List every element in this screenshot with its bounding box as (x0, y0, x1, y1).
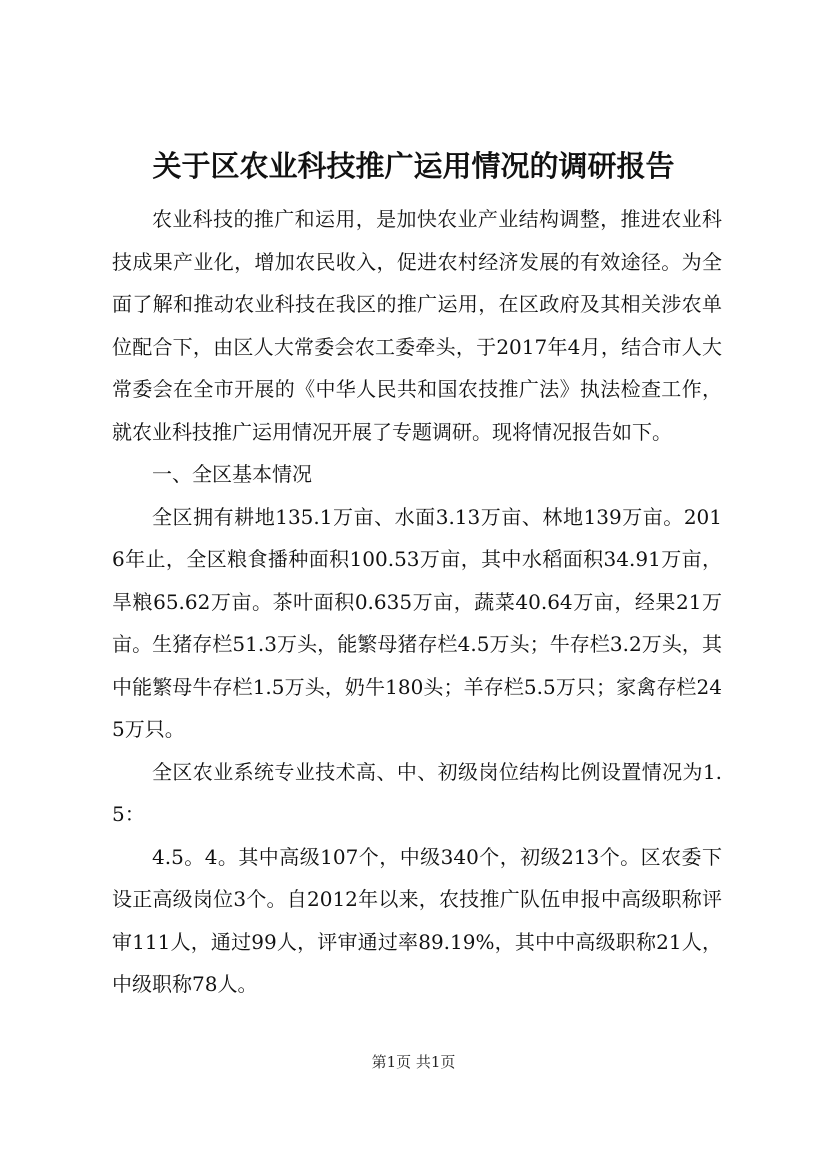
staff-ratio-paragraph: 全区农业系统专业技术高、中、初级岗位结构比例设置情况为1.5： (112, 759, 722, 826)
land-livestock-paragraph: 全区拥有耕地135.1万亩、水面3.13万亩、林地139万亩。2016年止，全区粮食播种面积100.53万亩，其中水稻面积34.91万亩，旱粮65.62万亩。茶叶面积0.635万亩，蔬菜40.64万亩，经果21万亩。生猪存栏51.3万头，能繁母猪存栏4.5万头；牛存栏3.2万头，其中能繁母牛存栏1.5万头，奶牛180头；羊存栏5.5万只；家禽存栏245万只。 (112, 504, 722, 741)
document-body (112, 198, 722, 1006)
staff-details-paragraph: 4.5。4。其中高级107个，中级340个，初级213个。区农委下设正高级岗位3个。自2012年以来，农技推广队伍申报中高级职称评审111人，通过99人，评审通过率89.19%，其中中高级职称21人，中级职称78人。 (112, 844, 722, 996)
page-footer: 第1页 共1页 (371, 1053, 456, 1071)
intro-paragraph: 农业科技的推广和运用，是加快农业产业结构调整，推进农业科技成果产业化，增加农民收入，促进农村经济发展的有效途径。为全面了解和推动农业科技在我区的推广运用，在区政府及其相关涉农单位配合下，由区人大常委会农工委牵头，于2017年4月，结合市人大常委会在全市开展的《中华人民共和国农技推广法》执法检查工作，就农业科技推广运用情况开展了专题调研。现将情况报告如下。 (112, 207, 722, 444)
document-title: 关于区农业科技推广运用情况的调研报告 (152, 149, 675, 183)
section-heading-basic-situation: 一、全区基本情况 (152, 462, 312, 486)
